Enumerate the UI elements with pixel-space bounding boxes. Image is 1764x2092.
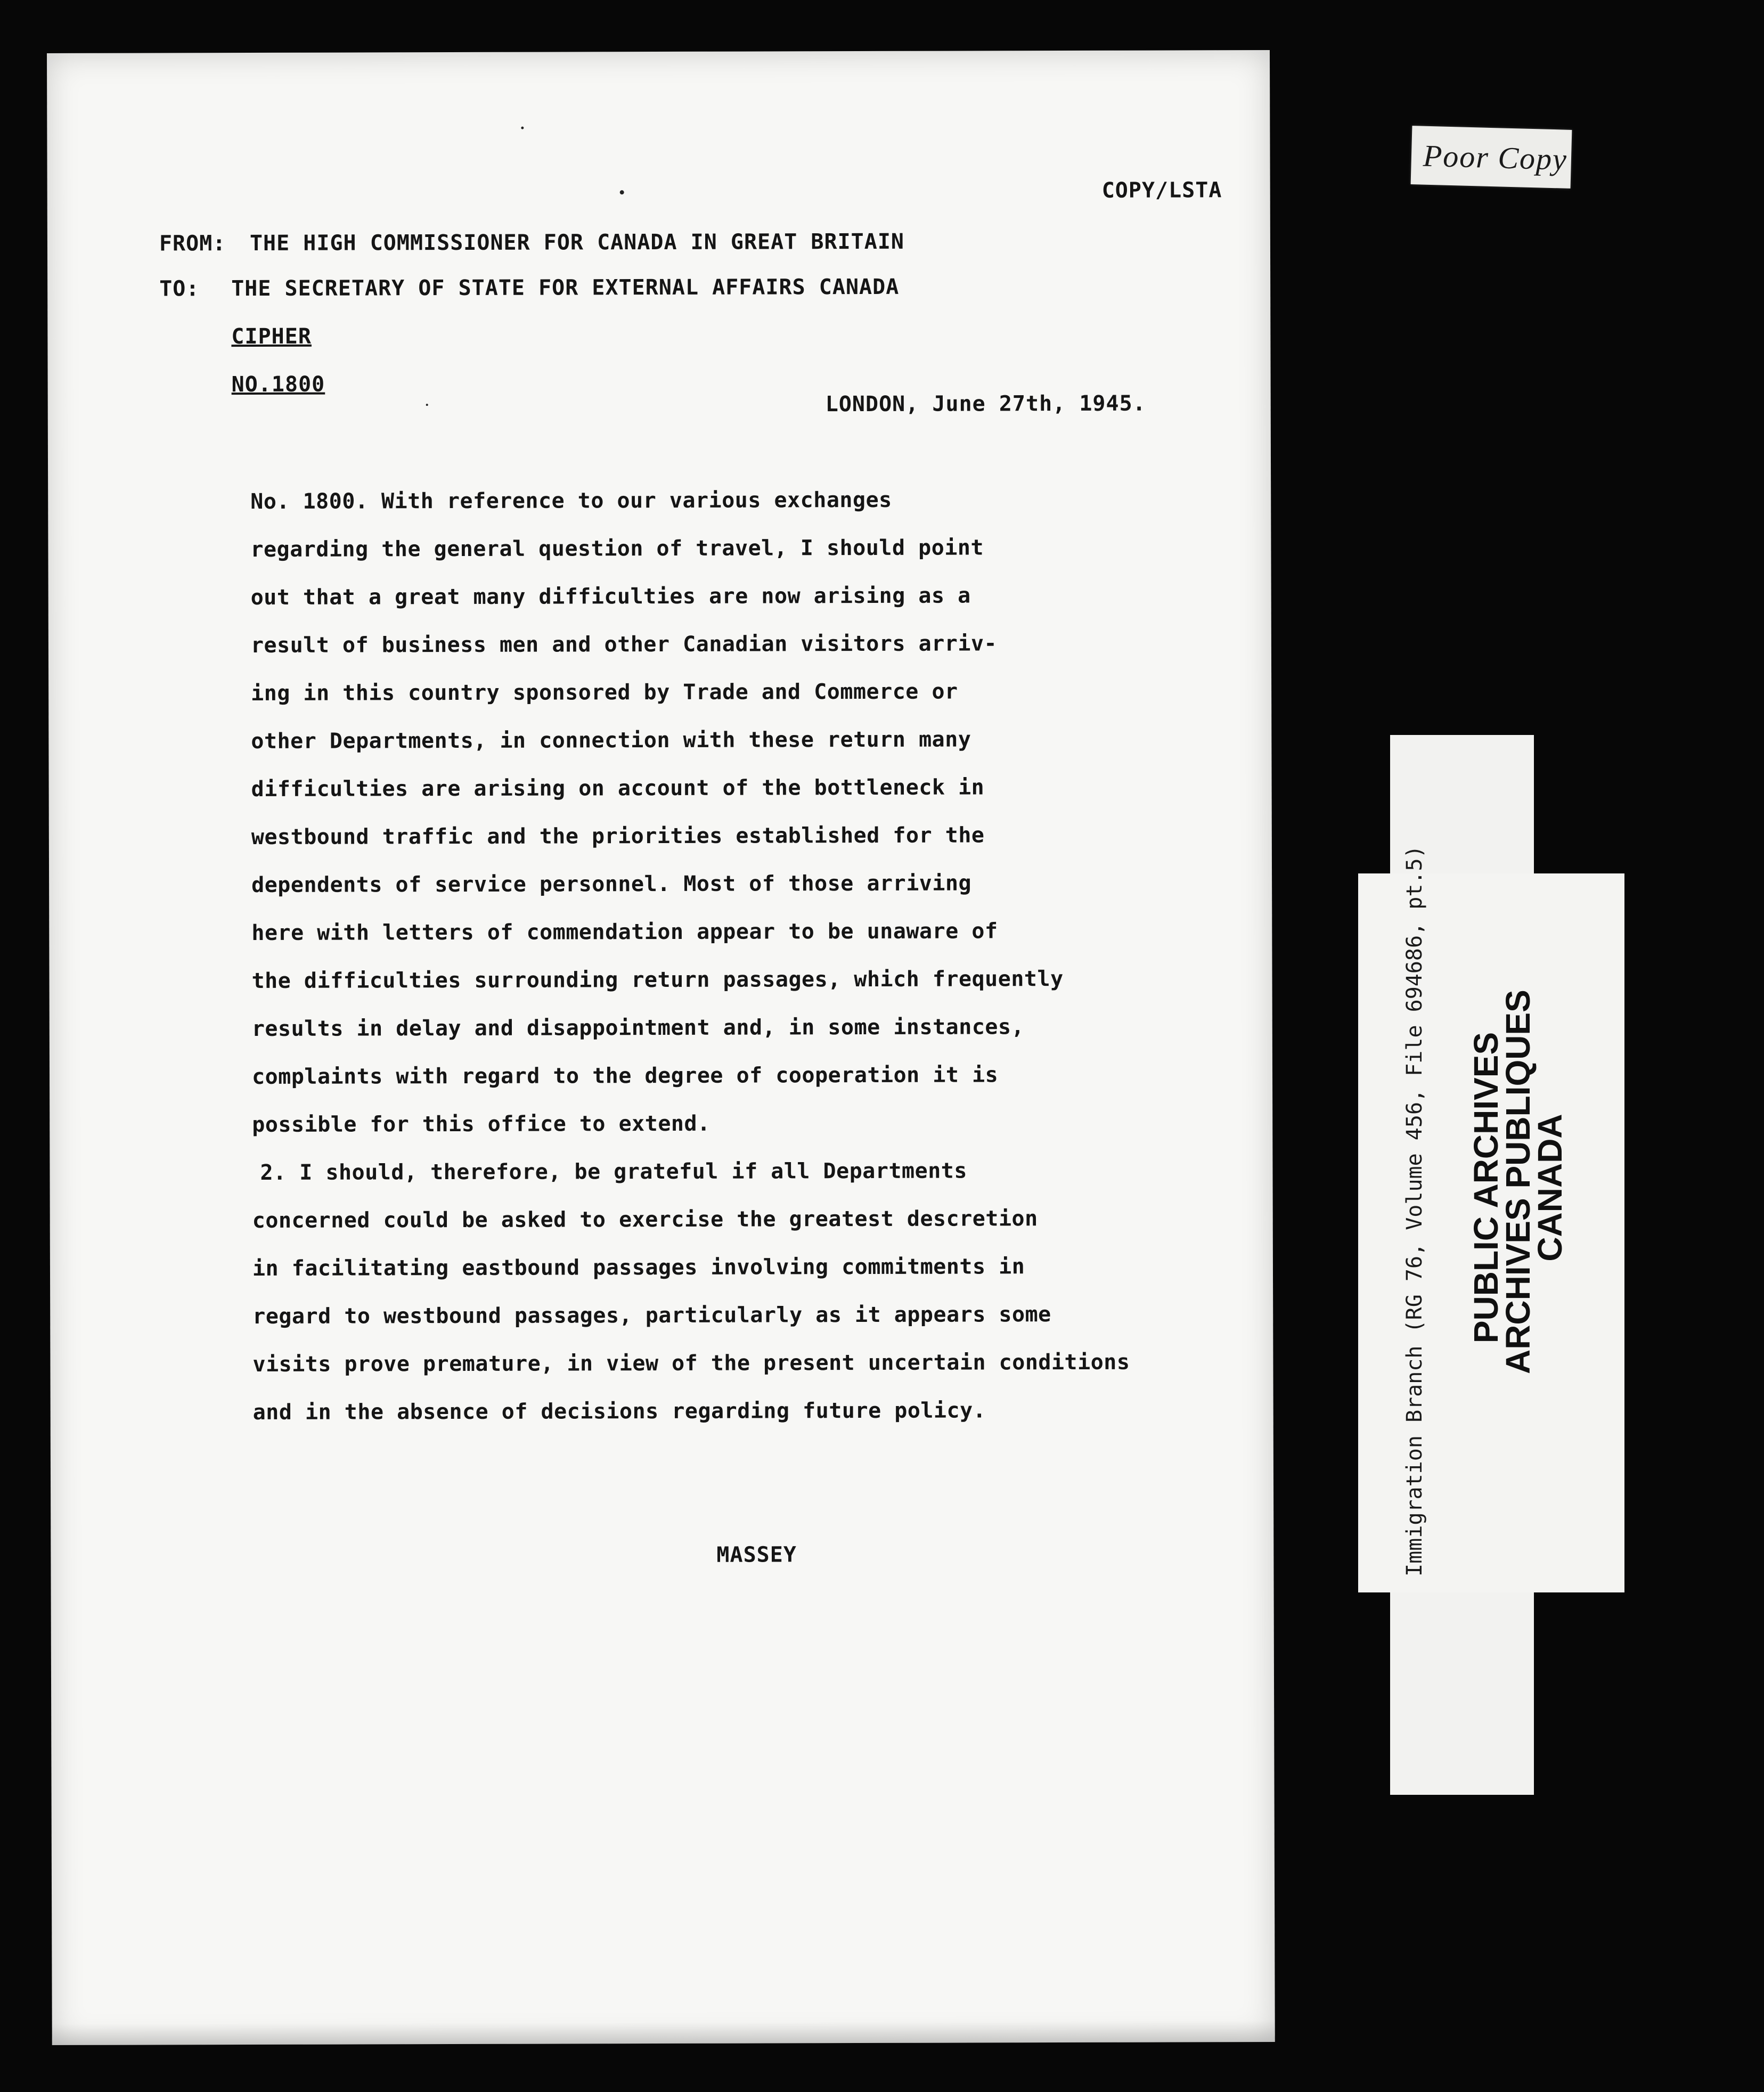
body-line: here with letters of commendation appear to be unaware of	[251, 919, 998, 945]
body-line: complaints with regard to the degree of cooperation it is	[251, 1063, 999, 1089]
body-line: out that a great many difficulties are now arising as a	[250, 583, 971, 610]
to-label: TO:	[159, 276, 200, 301]
cipher-heading: CIPHER	[231, 324, 312, 349]
dust-speck	[521, 127, 524, 129]
dust-speck	[426, 404, 428, 406]
archives-line-3: CANADA	[1531, 1114, 1569, 1262]
body-line: No. 1800. With reference to our various exchanges	[250, 487, 892, 514]
poor-copy-label	[1411, 126, 1572, 189]
archives-line-2: ARCHIVES PUBLIQUES	[1499, 990, 1537, 1374]
archive-tab-notch	[1534, 820, 1555, 863]
body-line: possible for this office to extend.	[252, 1111, 710, 1137]
signature: MASSEY	[716, 1542, 797, 1567]
to-text: THE SECRETARY OF STATE FOR EXTERNAL AFFAIRS CANADA	[231, 274, 900, 301]
archives-line-1: PUBLIC ARCHIVES	[1467, 1032, 1505, 1344]
body-line: regard to westbound passages, particularly as it appears some	[252, 1302, 1051, 1329]
poor-copy-text: Poor Copy	[1423, 138, 1568, 177]
body-line: other Departments, in connection with these return many	[251, 727, 971, 754]
place-date: LONDON, June 27th, 1945.	[825, 391, 1146, 417]
copy-mark: COPY/LSTA	[1101, 178, 1222, 203]
body-line: the difficulties surrounding return passages, which frequently	[251, 967, 1064, 993]
message-number: NO.1800	[231, 372, 325, 397]
body-line: 2. I should, therefore, be grateful if all Departments	[260, 1158, 967, 1185]
body-line: results in delay and disappointment and, in some instances,	[251, 1015, 1025, 1041]
body-line: and in the absence of decisions regarding future policy.	[252, 1398, 986, 1425]
body-line: concerned could be asked to exercise the greatest descretion	[252, 1206, 1038, 1233]
body-line: visits prove premature, in view of the present uncertain conditions	[252, 1350, 1130, 1377]
from-label: FROM:	[159, 231, 226, 256]
dust-speck	[620, 190, 624, 194]
archives-stamp	[1467, 990, 1569, 1374]
archive-reference: Immigration Branch (RG 76, Volume 456, File 694686, pt.5)	[1402, 845, 1427, 1576]
body-line: ing in this country sponsored by Trade and Commerce or	[251, 679, 958, 706]
typed-letter-page	[47, 50, 1275, 2045]
from-text: THE HIGH COMMISSIONER FOR CANADA IN GREAT BRITAIN	[249, 229, 905, 256]
body-line: dependents of service personnel. Most of those arriving	[251, 871, 972, 897]
body-line: difficulties are arising on account of the bottleneck in	[251, 775, 985, 802]
body-line: result of business men and other Canadian visitors arriv-	[250, 631, 998, 658]
body-line: westbound traffic and the priorities established for the	[251, 823, 985, 849]
body-line: regarding the general question of travel, I should point	[250, 535, 984, 562]
body-line: in facilitating eastbound passages involving commitments in	[252, 1254, 1025, 1281]
